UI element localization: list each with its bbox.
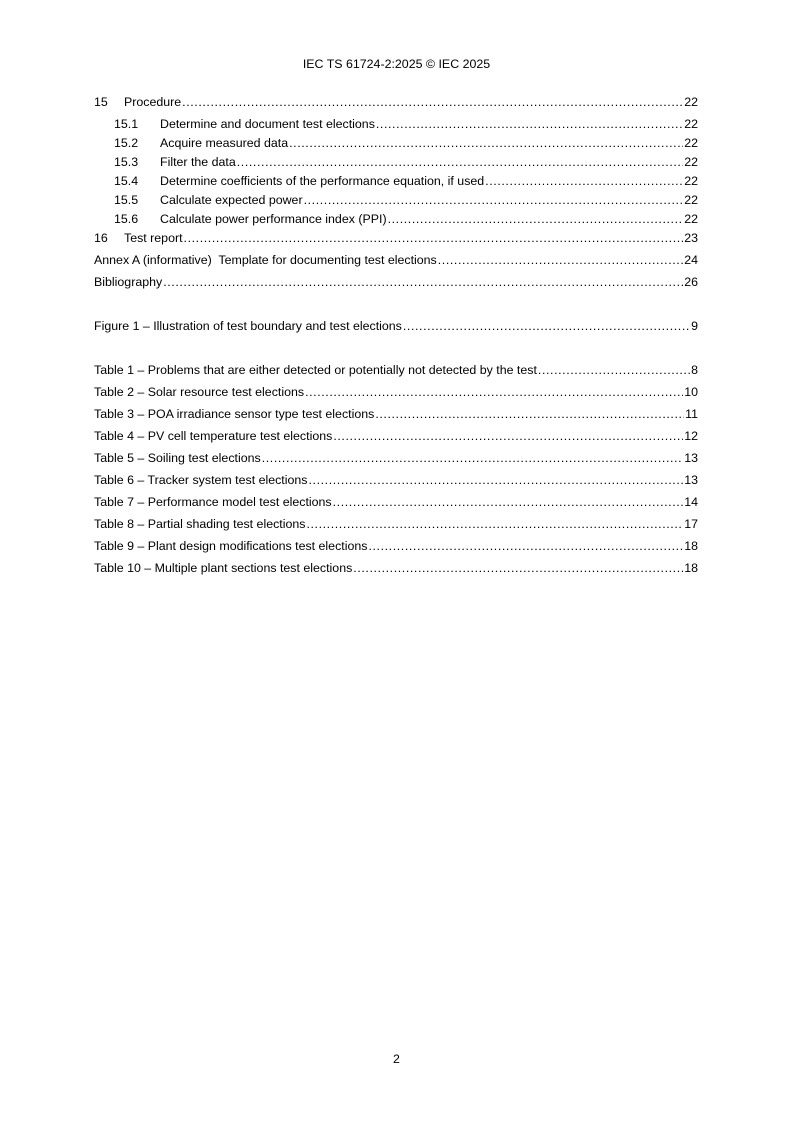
- toc-entry-title: Table 5 – Soiling test elections: [94, 451, 261, 465]
- toc-leader-dots: [538, 362, 690, 378]
- toc-leader-dots: [163, 274, 683, 290]
- toc-entry-title: Table 4 – PV cell temperature test elections: [94, 429, 333, 443]
- toc-entry-title: Test report: [124, 231, 183, 245]
- toc-entry-title: Acquire measured data: [160, 136, 289, 150]
- toc-leader-dots: [289, 135, 683, 151]
- toc-entry-page: 22: [684, 117, 698, 131]
- toc-entry-title: Filter the data: [160, 155, 236, 169]
- toc-entry-page: 24: [684, 253, 698, 267]
- toc-entry-title: Annex A (informative) Template for documenting test elections: [94, 253, 437, 267]
- toc-entry-page: 23: [684, 231, 698, 245]
- toc-entry-page: 22: [684, 155, 698, 169]
- toc-entry-page: 11: [685, 407, 698, 421]
- toc-leader-dots: [438, 252, 683, 268]
- toc-entry-title: Table 7 – Performance model test elections: [94, 495, 332, 509]
- toc-entry-title: Determine and document test elections: [160, 117, 375, 131]
- toc-entry-page: 13: [684, 451, 698, 465]
- toc-entry-table-2[interactable]: [94, 384, 698, 406]
- toc-leader-dots: [308, 472, 683, 488]
- toc-entry-table-4[interactable]: [94, 428, 698, 450]
- toc-entry-title: Table 6 – Tracker system test elections: [94, 473, 308, 487]
- toc-entry-15-5[interactable]: [94, 192, 698, 211]
- toc-entry-15-1[interactable]: [94, 116, 698, 135]
- toc-entry-title: Figure 1 – Illustration of test boundary and test elections: [94, 319, 402, 333]
- toc-entry-page: 10: [684, 385, 698, 399]
- toc-entry-page: 13: [684, 473, 698, 487]
- toc-entry-title: Calculate power performance index (PPI): [160, 212, 387, 226]
- toc-leader-dots: [353, 560, 683, 576]
- toc-entry-number: 16: [94, 231, 108, 245]
- toc-entry-page: 18: [684, 561, 698, 575]
- toc-leader-dots: [304, 192, 684, 208]
- toc-leader-dots: [333, 494, 684, 510]
- page-number: 2: [393, 1052, 400, 1066]
- toc-entry-page: 18: [684, 539, 698, 553]
- toc-entry-title: Table 2 – Solar resource test elections: [94, 385, 305, 399]
- toc-entry-annex-a[interactable]: [94, 252, 698, 274]
- toc-entry-page: 26: [684, 275, 698, 289]
- toc-leader-dots: [237, 154, 683, 170]
- toc-entry-table-1[interactable]: [94, 362, 698, 384]
- toc-entry-title: Table 3 – POA irradiance sensor type test elections: [94, 407, 375, 421]
- toc-leader-dots: [485, 173, 683, 189]
- toc-entry-page: 17: [684, 517, 698, 531]
- toc-entry-number: 15.5: [114, 193, 139, 207]
- toc-entry-number: 15.2: [114, 136, 139, 150]
- toc-entry-table-8[interactable]: [94, 516, 698, 538]
- toc-entry-title: Table 8 – Partial shading test elections: [94, 517, 306, 531]
- toc-entry-figure-1[interactable]: [94, 318, 698, 340]
- table-of-contents: [94, 94, 698, 582]
- toc-leader-dots: [305, 384, 683, 400]
- toc-leader-dots: [306, 516, 683, 532]
- toc-entry-15-4[interactable]: [94, 173, 698, 192]
- toc-entry-title: Table 10 – Multiple plant sections test elections: [94, 561, 353, 575]
- toc-entry-15-3[interactable]: [94, 154, 698, 173]
- toc-entry-title: Bibliography: [94, 275, 163, 289]
- toc-leader-dots: [368, 538, 683, 554]
- toc-entry-page: 22: [684, 212, 698, 226]
- toc-entry-number: 15: [94, 95, 108, 109]
- toc-entry-page: 14: [684, 495, 698, 509]
- toc-entry-table-5[interactable]: [94, 450, 698, 472]
- toc-entry-title: Calculate expected power: [160, 193, 303, 207]
- toc-entry-page: 22: [684, 95, 698, 109]
- toc-entry-page: 22: [684, 174, 698, 188]
- toc-leader-dots: [375, 406, 684, 422]
- toc-entry-title: Table 9 – Plant design modifications test elections: [94, 539, 368, 553]
- toc-entry-table-7[interactable]: [94, 494, 698, 516]
- toc-entry-number: 15.3: [114, 155, 139, 169]
- toc-entry-page: 9: [691, 319, 698, 333]
- toc-entry-15-6[interactable]: [94, 211, 698, 230]
- toc-entry-table-6[interactable]: [94, 472, 698, 494]
- toc-entry-page: 22: [684, 193, 698, 207]
- toc-entry-title: Table 1 – Problems that are either detected or potentially not detected by the test: [94, 363, 537, 377]
- toc-entry-page: 12: [684, 429, 698, 443]
- toc-leader-dots: [184, 230, 684, 246]
- toc-entry-bibliography[interactable]: [94, 274, 698, 296]
- toc-leader-dots: [376, 116, 683, 132]
- toc-entry-title: Procedure: [124, 95, 182, 109]
- toc-entry-15-2[interactable]: [94, 135, 698, 154]
- toc-leader-dots: [182, 94, 683, 110]
- page-header: IEC TS 61724-2:2025 © IEC 2025: [302, 57, 491, 71]
- toc-entry-table-9[interactable]: [94, 538, 698, 560]
- toc-entry-table-3[interactable]: [94, 406, 698, 428]
- toc-leader-dots: [388, 211, 684, 227]
- toc-entry-page: 8: [691, 363, 698, 377]
- toc-entry-page: 22: [684, 136, 698, 150]
- toc-entry-table-10[interactable]: [94, 560, 698, 582]
- toc-entry-15[interactable]: [94, 94, 698, 116]
- toc-entry-number: 15.4: [114, 174, 139, 188]
- toc-leader-dots: [333, 428, 683, 444]
- toc-entry-16[interactable]: [94, 230, 698, 252]
- toc-leader-dots: [262, 450, 684, 466]
- toc-entry-number: 15.1: [114, 117, 139, 131]
- toc-leader-dots: [403, 318, 690, 334]
- toc-entry-number: 15.6: [114, 212, 139, 226]
- toc-entry-title: Determine coefficients of the performance equation, if used: [160, 174, 485, 188]
